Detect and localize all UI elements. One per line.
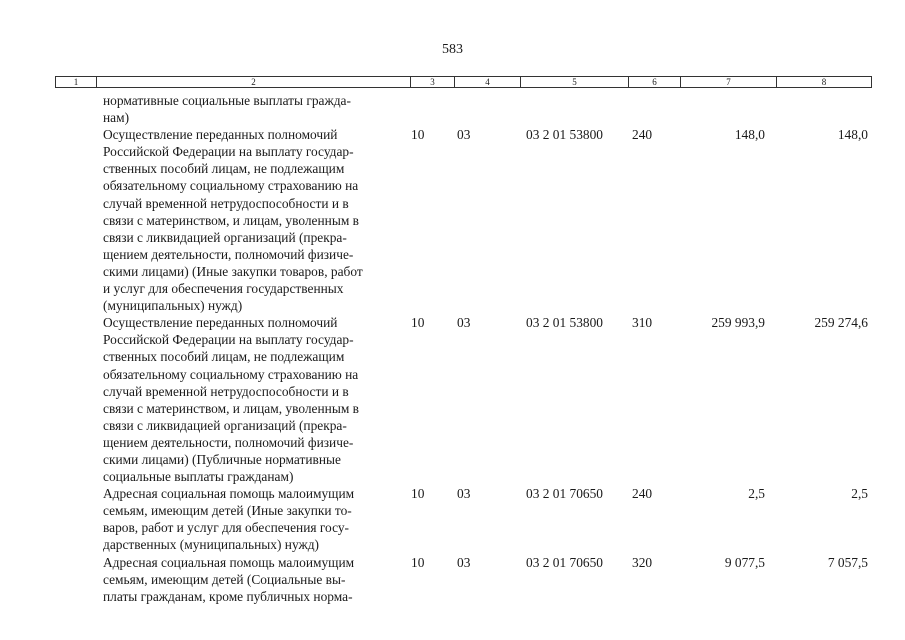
description-line: нормативные социальные выплаты гражда- [103,93,351,108]
description-line: скими лицами) (Иные закупки товаров, работ [103,263,363,279]
description-line: (муниципальных) нужд) [103,298,243,314]
row-csr: 03 2 01 53800 [526,315,603,331]
description-line: связи с материнством, и лицам, уволенным в [103,400,359,416]
row-razdel: 10 [411,554,425,570]
header-col-4: 4 [454,77,520,87]
row-podrazdel: 03 [457,127,471,143]
table-row [0,126,905,314]
table-row [0,554,905,605]
description-line: нам) [103,110,130,126]
description-line: семьям, имеющим детей (Иные закупки то- [103,503,352,519]
table-body [0,92,905,605]
row-sum-2: 259 274,6 [814,315,868,331]
description-line: семьям, имеющим детей (Социальные вы- [103,571,346,587]
row-description [103,314,403,485]
header-col-5: 5 [520,77,628,87]
description-line: ственных пособий лицам, не подлежащим [103,161,345,177]
row-sum-2: 7 057,5 [827,554,868,570]
description-line: обязательному социальному страхованию на [103,366,359,382]
row-description [103,485,403,553]
description-line: связи с материнством, и лицам, уволенным в [103,212,359,228]
description-line: и услуг для обеспечения государственных [103,281,344,297]
description-line: связи с ликвидацией организаций (прекра- [103,229,347,245]
table-row [0,314,905,485]
description-line: скими лицами) (Публичные нормативные [103,451,341,467]
description-line: Российской Федерации на выплату государ- [103,144,354,160]
header-col-1: 1 [73,77,79,87]
description-line: варов, работ и услуг для обеспечения госу- [103,520,349,536]
row-podrazdel: 03 [457,315,471,331]
table-header [55,76,872,88]
row-podrazdel: 03 [457,486,471,502]
table-row [0,92,905,126]
header-col-6: 6 [628,77,680,87]
row-csr: 03 2 01 70650 [526,486,603,502]
row-description [103,554,403,605]
row-sum-2: 148,0 [837,127,868,143]
description-line: щением деятельности, полномочий физиче- [103,246,354,262]
row-razdel: 10 [411,127,425,143]
row-vr: 240 [632,486,653,502]
row-podrazdel: 03 [457,554,471,570]
description-line: случай временной нетрудоспособности и в [103,383,349,399]
description-line: Осуществление переданных полномочий [103,315,338,331]
row-description [103,126,403,314]
header-col-3: 3 [410,77,454,87]
row-vr: 240 [632,127,653,143]
row-vr: 320 [632,554,653,570]
header-col-8: 8 [776,77,871,87]
row-sum-1: 2,5 [748,486,765,502]
row-csr: 03 2 01 70650 [526,554,603,570]
description-line: дарственных (муниципальных) нужд) [103,537,319,553]
row-razdel: 10 [411,486,425,502]
header-col-2: 2 [96,77,410,87]
description-line: Российской Федерации на выплату государ- [103,332,354,348]
description-line: платы гражданам, кроме публичных норма- [103,588,353,604]
description-line: Адресная социальная помощь малоимущим [103,554,355,570]
row-csr: 03 2 01 53800 [526,127,603,143]
row-sum-2: 2,5 [851,486,868,502]
row-vr: 310 [632,315,653,331]
description-line: случай временной нетрудоспособности и в [103,195,349,211]
row-sum-1: 148,0 [734,127,765,143]
page-number: 583 [442,42,463,57]
row-razdel: 10 [411,315,425,331]
description-line: социальные выплаты гражданам) [103,469,294,485]
row-sum-1: 9 077,5 [724,554,765,570]
row-description [103,92,403,126]
description-line: щением деятельности, полномочий физиче- [103,434,354,450]
description-line: обязательному социальному страхованию на [103,178,359,194]
table-row [0,485,905,553]
row-sum-1: 259 993,9 [711,315,765,331]
description-line: Осуществление переданных полномочий [103,127,338,143]
header-col-7: 7 [680,77,776,87]
description-line: Адресная социальная помощь малоимущим [103,486,355,502]
description-line: связи с ликвидацией организаций (прекра- [103,417,347,433]
description-line: ственных пособий лицам, не подлежащим [103,349,345,365]
